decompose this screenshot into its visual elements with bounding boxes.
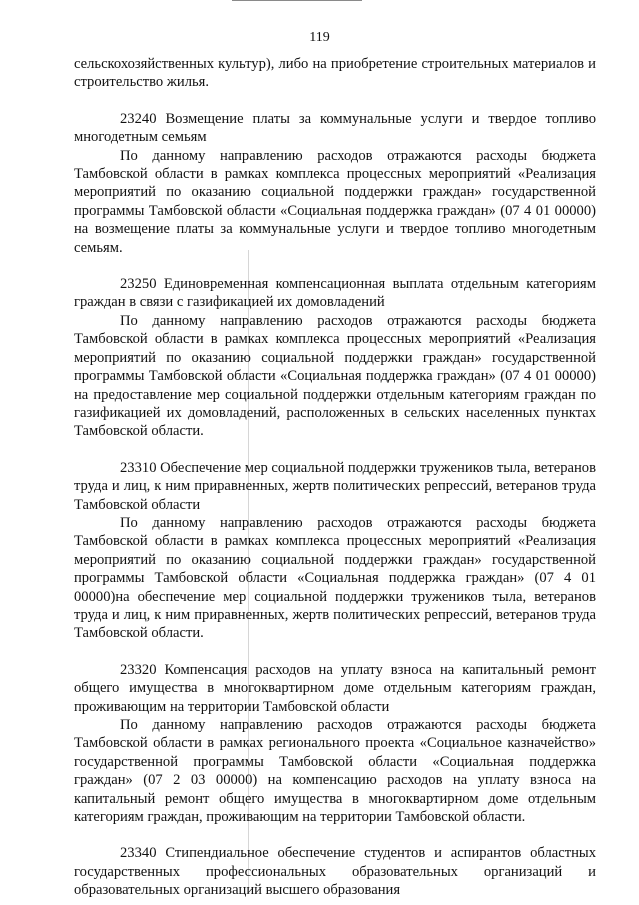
section-23320 bbox=[74, 661, 596, 827]
top-rule bbox=[232, 0, 362, 1]
intro-paragraph: сельскохозяйственных культур), либо на приобретение строительных материалов и строительство жилья. bbox=[74, 56, 596, 91]
section-heading: 23250 Единовременная компенсационная выплата отдельным категориям граждан в связи с газификацией их домовладений bbox=[74, 276, 596, 311]
section-body: По данному направлению расходов отражаются расходы бюджета Тамбовской области в рамках комплекса процессных мероприятий «Реализация мероприятий по оказанию социальной поддержки граждан» государственной программы Тамбовской области «Социальная поддержка граждан» (07 4 01 00000)на обеспечение мер социальной поддержки тружеников тыла, ветеранов труда и лиц, к ним приравненных, жертв политических репрессий, ветеранов труда Тамбовской области. bbox=[74, 514, 596, 642]
section-body: По данному направлению расходов отражаются расходы бюджета Тамбовской области в рамках комплекса процессных мероприятий «Реализация мероприятий по оказанию социальной поддержки граждан» государственной программы Тамбовской области «Социальная поддержка граждан» (07 4 01 00000) на возмещение платы за коммунальные услуги и твердое топливо многодетным семьям. bbox=[74, 147, 596, 256]
section-heading: 23340 Стипендиальное обеспечение студентов и аспирантов областных государственных профессиональных образовательных организаций и образовательных организаций высшего образования bbox=[74, 845, 596, 899]
section-23240 bbox=[74, 110, 596, 257]
section-heading: 23320 Компенсация расходов на уплату взноса на капитальный ремонт общего имущества в многоквартирном доме отдельным категориям граждан, проживающим на территории Тамбовской области bbox=[74, 661, 596, 715]
section-heading: 23310 Обеспечение мер социальной поддержки тружеников тыла, ветеранов труда и лиц, к ним приравненных, жертв политических репрессий, ветеранов труда Тамбовской области bbox=[74, 459, 596, 513]
section-heading: 23240 Возмещение платы за коммунальные услуги и твердое топливо многодетным семьям bbox=[74, 110, 596, 146]
section-23250 bbox=[74, 275, 596, 441]
section-23310 bbox=[74, 459, 596, 643]
section-body: По данному направлению расходов отражаются расходы бюджета Тамбовской области в рамках комплекса процессных мероприятий «Реализация мероприятий по оказанию социальной поддержки граждан» государственной программы Тамбовской области «Социальная поддержка граждан» (07 4 01 00000) на предоставление мер социальной поддержки отдельным категориям граждан по газификацией их домовладений, расположенных в сельских населенных пунктах Тамбовской области. bbox=[74, 312, 596, 440]
page-number: 119 bbox=[309, 30, 330, 45]
document-body bbox=[74, 55, 596, 900]
section-body: По данному направлению расходов отражаются расходы бюджета Тамбовской области в рамках регионального проекта «Социальное казначейство» государственной программы Тамбовской области «Социальная поддержка граждан» (07 2 03 00000) на компенсацию расходов на уплату взноса на капитальный ремонт общего имущества в многоквартирном доме отдельным категориям граждан, проживающим на территории Тамбовской области. bbox=[74, 717, 596, 826]
section-23340 bbox=[74, 844, 596, 899]
